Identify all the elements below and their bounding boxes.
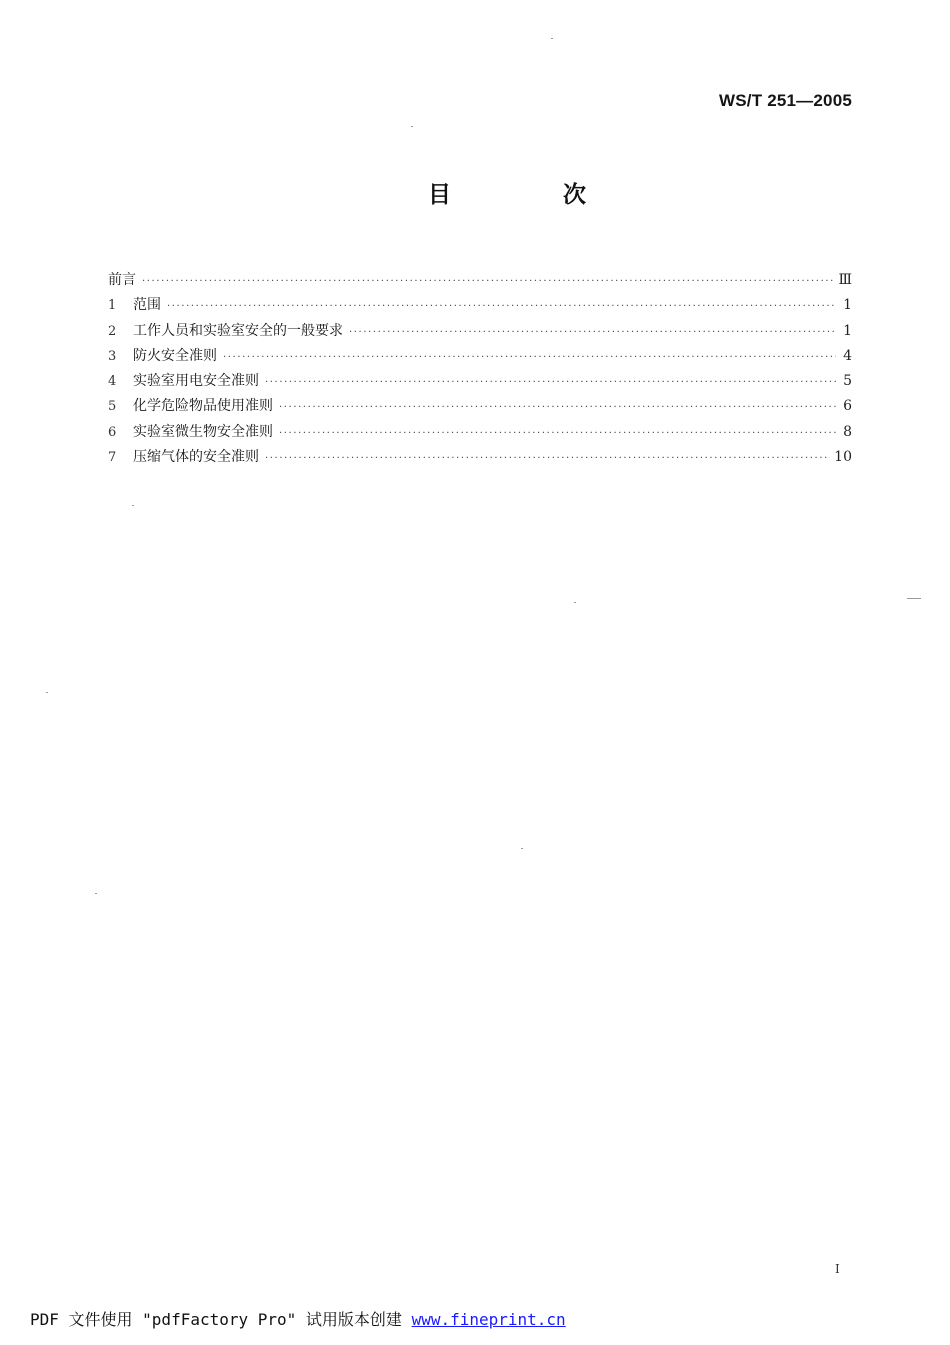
scan-speck xyxy=(551,38,553,39)
toc-entry-page: 1 xyxy=(843,297,852,314)
toc-dot-leader xyxy=(279,395,836,420)
toc-entry-title: 防火安全准则 xyxy=(133,347,217,364)
table-of-contents xyxy=(108,268,852,470)
scan-speck xyxy=(46,692,48,693)
toc-entry-scope[interactable] xyxy=(108,293,852,318)
toc-dot-leader xyxy=(223,345,836,370)
scan-speck xyxy=(521,848,523,849)
footer-text: PDF 文件使用 "pdfFactory Pro" 试用版本创建 xyxy=(30,1310,412,1329)
scan-speck xyxy=(411,126,413,127)
toc-entry-title: 化学危险物品使用准则 xyxy=(133,398,273,415)
toc-entry-page: 6 xyxy=(843,398,852,415)
toc-entry-number: 3 xyxy=(108,348,117,364)
toc-entry-title: 压缩气体的安全准则 xyxy=(133,449,259,466)
toc-entry-page: 10 xyxy=(834,449,852,466)
toc-entry-number: 7 xyxy=(108,450,117,466)
toc-dot-leader xyxy=(349,320,836,345)
toc-entry-title: 实验室微生物安全准则 xyxy=(133,423,273,440)
toc-entry-number: 5 xyxy=(108,399,117,415)
toc-entry-title: 实验室用电安全准则 xyxy=(133,373,259,390)
scan-speck xyxy=(95,893,97,894)
page-number: I xyxy=(835,1262,840,1276)
toc-entry-microbiology-safety[interactable] xyxy=(108,420,852,445)
toc-entry-foreword[interactable] xyxy=(108,268,852,293)
toc-entry-number: 6 xyxy=(108,424,117,440)
toc-entry-page: 4 xyxy=(843,347,852,364)
toc-entry-number: 2 xyxy=(108,323,117,339)
toc-entry-title: 范围 xyxy=(133,297,161,314)
toc-entry-page: 5 xyxy=(843,373,852,390)
toc-entry-page: 1 xyxy=(843,322,852,339)
toc-entry-title: 工作人员和实验室安全的一般要求 xyxy=(133,322,343,339)
toc-dot-leader xyxy=(265,446,830,471)
toc-title: 目 次 xyxy=(428,182,639,208)
standard-number: WS/T 251—2005 xyxy=(719,91,852,110)
scan-speck xyxy=(907,598,921,599)
toc-entry-page: Ⅲ xyxy=(838,272,852,288)
toc-dot-leader xyxy=(142,269,834,294)
pdf-footer xyxy=(30,1307,566,1330)
toc-dot-leader xyxy=(279,421,836,446)
toc-entry-number: 4 xyxy=(108,374,117,390)
toc-entry-chemical-hazards[interactable] xyxy=(108,394,852,419)
toc-entry-page: 8 xyxy=(843,423,852,440)
toc-dot-leader xyxy=(265,370,836,395)
toc-entry-fire-safety[interactable] xyxy=(108,344,852,369)
footer-link[interactable]: www.fineprint.cn xyxy=(411,1310,566,1329)
toc-entry-general-requirements[interactable] xyxy=(108,319,852,344)
scan-speck xyxy=(132,505,134,506)
scan-speck xyxy=(574,602,576,603)
toc-entry-electrical-safety[interactable] xyxy=(108,369,852,394)
toc-entry-title: 前言 xyxy=(108,272,136,288)
toc-entry-compressed-gas[interactable] xyxy=(108,445,852,470)
toc-dot-leader xyxy=(167,294,836,319)
toc-entry-number: 1 xyxy=(108,298,117,314)
